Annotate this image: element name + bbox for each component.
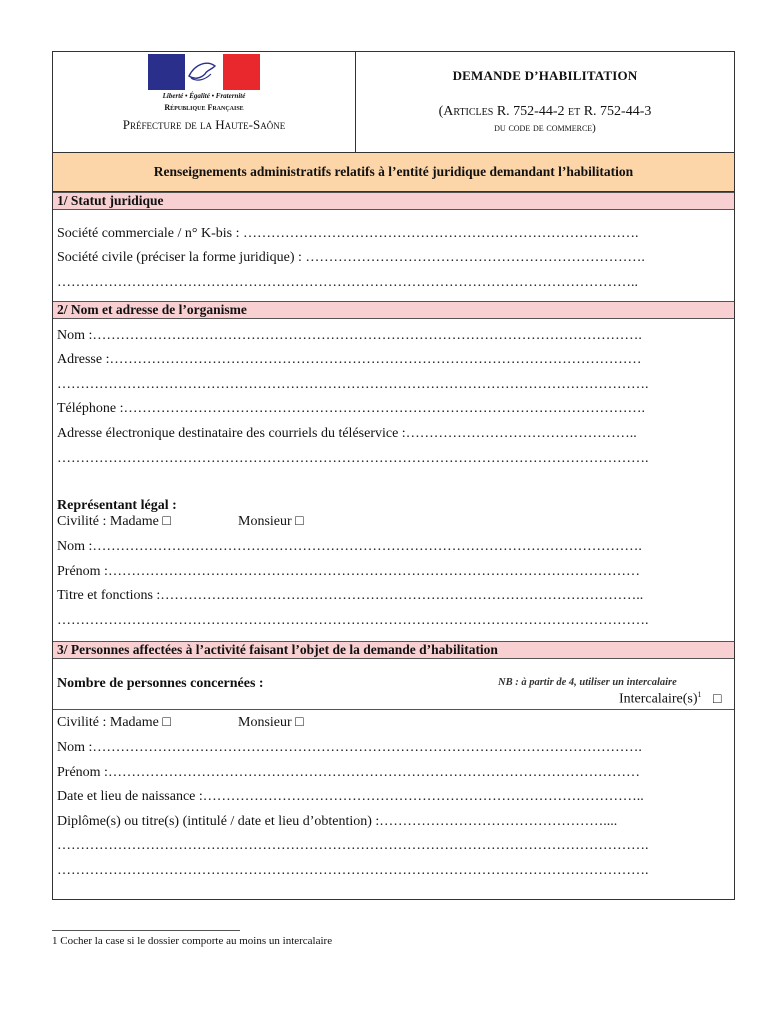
rep-civility-monsieur[interactable]: Monsieur □ [238, 514, 304, 529]
habilitation-form [52, 51, 735, 900]
person-prenom[interactable]: Prénom :…………………………………………………………………………………………………… [57, 765, 640, 780]
person-nom[interactable]: Nom :………………………………………………………………………………………………………. [57, 740, 642, 755]
rep-nom[interactable]: Nom :………………………………………………………………………………………………………. [57, 539, 642, 554]
person-extra-line-1[interactable]: ………………………………………………………………………………………………………………. [57, 838, 649, 853]
document-title-block [356, 52, 734, 152]
person-naissance[interactable]: Date et lieu de naissance :………………………………………………………………………………….. [57, 789, 644, 804]
intercalaire-checkbox[interactable] [619, 690, 721, 708]
prefecture-block [53, 52, 356, 152]
republic-name: République Française [164, 103, 244, 112]
marianne-logo [148, 54, 260, 90]
document-title: DEMANDE D’HABILITATION [452, 68, 638, 83]
section-2-heading: 2/ Nom et adresse de l’organisme [53, 301, 734, 319]
intercalaire-label: Intercalaire(s) [619, 691, 698, 707]
form-header [53, 52, 734, 152]
footnote-rule [52, 930, 240, 931]
document-code: du code de commerce) [494, 122, 596, 134]
rep-extra-line[interactable]: ………………………………………………………………………………………………………………. [57, 613, 649, 628]
field-adresse-suite[interactable]: ………………………………………………………………………………………………………………. [57, 377, 649, 392]
rep-legal-heading: Représentant légal : [57, 498, 177, 513]
field-extra-line[interactable]: …………………………………………………………………………………………………………….. [57, 275, 638, 290]
person-extra-line-2[interactable]: ………………………………………………………………………………………………………………. [57, 863, 649, 878]
rep-titre[interactable]: Titre et fonctions :………………………………………………………………………………………….. [57, 588, 644, 603]
rep-prenom[interactable]: Prénom :…………………………………………………………………………………………………… [57, 564, 640, 579]
rep-civility-madame[interactable]: Civilité : Madame □ [57, 514, 171, 529]
person-civility-monsieur[interactable]: Monsieur □ [238, 715, 304, 730]
field-societe-civile[interactable]: Société civile (préciser la forme juridique) : ………………………………………………………………. [57, 250, 645, 265]
document-articles: (Articles R. 752-44-2 et R. 752-44-3 [438, 104, 652, 119]
section-1-heading: 1/ Statut juridique [53, 192, 734, 210]
field-nom[interactable]: Nom :………………………………………………………………………………………………………. [57, 328, 642, 343]
field-email-suite[interactable]: ………………………………………………………………………………………………………………. [57, 451, 649, 466]
prefecture-name: Préfecture de la Haute-Saône [122, 117, 286, 132]
field-telephone[interactable]: Téléphone :…………………………………………………………………………………………………. [57, 401, 645, 416]
footnote-text: 1 Cocher la case si le dossier comporte au moins un intercalaire [52, 935, 333, 947]
field-kbis[interactable]: Société commerciale / n° K-bis : …………………………………………………………………………. [57, 226, 639, 241]
field-adresse[interactable]: Adresse :…………………………………………………………………………………………………… [57, 352, 642, 367]
field-email[interactable]: Adresse électronique destinataire des courriels du téléservice :………………………………………….. [57, 426, 637, 441]
section-3-divider [53, 709, 734, 710]
nb-note: NB : à partir de 4, utiliser un intercalaire [498, 677, 677, 688]
persons-count-label: Nombre de personnes concernées : [57, 676, 264, 691]
checkbox-icon[interactable]: □ [713, 691, 722, 707]
footnote-ref: 1 [697, 690, 702, 699]
person-civility-madame[interactable]: Civilité : Madame □ [57, 715, 171, 730]
section-3-heading: 3/ Personnes affectées à l’activité faisant l’objet de la demande d’habilitation [53, 641, 734, 659]
republic-motto: Liberté • Égalité • Fraternité [162, 92, 246, 100]
main-banner: Renseignements administratifs relatifs à l’entité juridique demandant l’habilitation [53, 152, 734, 192]
person-diplome[interactable]: Diplôme(s) ou titre(s) (intitulé / date et lieu d’obtention) :………………………………………….... [57, 814, 618, 829]
